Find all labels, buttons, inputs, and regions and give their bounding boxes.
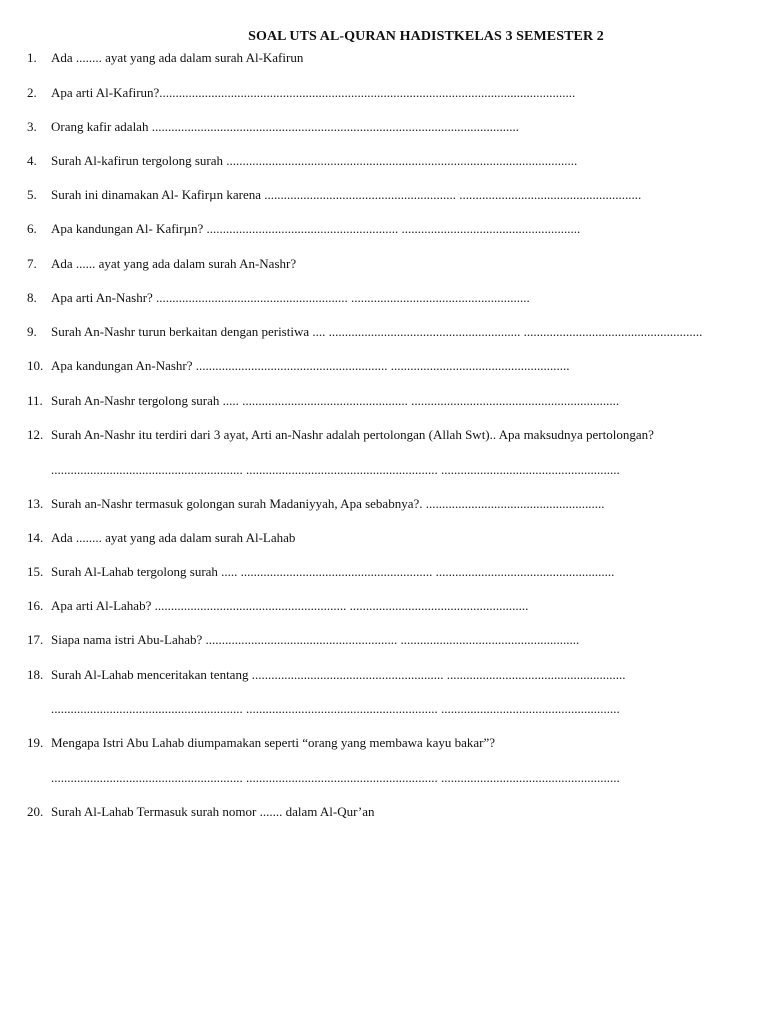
question-text: Ada ...... ayat yang ada dalam surah An-Nashr?	[51, 256, 297, 271]
question-number: 8.	[27, 290, 37, 305]
question-text: Ada ........ ayat yang ada dalam surah Al-Kafirun	[51, 50, 304, 65]
question-item-8	[0, 288, 768, 308]
question-number: 5.	[27, 187, 37, 202]
question-number: 16.	[27, 598, 44, 613]
question-number: 2.	[27, 85, 37, 100]
question-item-13	[0, 494, 768, 514]
question-item-9	[0, 322, 768, 342]
question-item-5	[0, 185, 768, 205]
question-text: Surah ini dinamakan Al- Kafirµn karena ........................................................... ........................................................	[51, 187, 642, 202]
question-text: Apa arti An-Nashr? ........................................................... .......................................................	[51, 290, 530, 305]
answer-line: ........................................................... ........................................................... .......................................................	[51, 701, 620, 716]
question-text: Surah Al-kafirun tergolong surah ............................................................................................................	[51, 153, 578, 168]
question-text: Surah Al-Lahab menceritakan tentang ........................................................... .......................................................	[51, 667, 626, 682]
page-title: SOAL UTS AL-QURAN HADISTKELAS 3 SEMESTER 2	[248, 29, 604, 44]
question-item-2	[0, 83, 768, 103]
question-item-7	[0, 254, 768, 274]
question-text: Surah An-Nashr itu terdiri dari 3 ayat, Arti an-Nashr adalah pertolongan (Allah Swt).. Apa maksudnya pertolongan?	[51, 427, 654, 442]
question-number: 18.	[27, 667, 44, 682]
question-text: Apa arti Al-Lahab? ........................................................... .......................................................	[51, 598, 529, 613]
question-text: Ada ........ ayat yang ada dalam surah Al-Lahab	[51, 530, 296, 545]
question-item-16	[0, 596, 768, 616]
question-number: 3.	[27, 119, 37, 134]
question-text: Mengapa Istri Abu Lahab diumpamakan seperti “orang yang membawa kayu bakar”?	[51, 735, 495, 750]
question-number: 17.	[27, 632, 44, 647]
question-number: 1.	[27, 50, 37, 65]
question-item-3	[0, 117, 768, 137]
question-item-10	[0, 356, 768, 376]
question-text: Apa kandungan An-Nashr? ........................................................... .......................................................	[51, 358, 570, 373]
question-text: Surah Al-Lahab Termasuk surah nomor ....... dalam Al-Qur’an	[51, 804, 375, 819]
question-item-15	[0, 562, 768, 582]
question-number: 13.	[27, 496, 44, 511]
question-item-4	[0, 151, 768, 171]
question-text: Surah An-Nashr tergolong surah ..... ................................................... ................................................................	[51, 393, 620, 408]
question-item-19	[0, 733, 768, 753]
question-text: Surah Al-Lahab tergolong surah ..... ........................................................... .......................................................	[51, 564, 615, 579]
question-number: 19.	[27, 735, 44, 750]
question-text: Apa kandungan Al- Kafirµn? ........................................................... .......................................................	[51, 221, 581, 236]
question-item-20	[0, 802, 768, 822]
question-item-17	[0, 630, 768, 650]
question-number: 10.	[27, 358, 44, 373]
answer-line: ........................................................... ........................................................... .......................................................	[51, 462, 620, 477]
question-number: 7.	[27, 256, 37, 271]
question-number: 6.	[27, 221, 37, 236]
question-number: 4.	[27, 153, 37, 168]
question-number: 14.	[27, 530, 44, 545]
question-number: 15.	[27, 564, 44, 579]
question-number: 11.	[27, 393, 43, 408]
question-item-14	[0, 528, 768, 548]
question-item-18	[0, 665, 768, 685]
question-text: Orang kafir adalah .................................................................................................................	[51, 119, 519, 134]
question-number: 9.	[27, 324, 37, 339]
question-item-12	[0, 425, 768, 445]
question-number: 12.	[27, 427, 44, 442]
question-text: Siapa nama istri Abu-Lahab? ........................................................... .......................................................	[51, 632, 580, 647]
question-text: Surah an-Nashr termasuk golongan surah Madaniyyah, Apa sebabnya?. .......................................................	[51, 496, 605, 511]
question-item-11	[0, 391, 768, 411]
question-text: Surah An-Nashr turun berkaitan dengan peristiwa .... ........................................................... .......................................................	[51, 324, 703, 339]
question-item-1	[0, 48, 768, 68]
answer-line: ........................................................... ........................................................... .......................................................	[51, 770, 620, 785]
question-item-6	[0, 219, 768, 239]
question-text: Apa arti Al-Kafirun?................................................................................................................................	[51, 85, 576, 100]
question-number: 20.	[27, 804, 44, 819]
